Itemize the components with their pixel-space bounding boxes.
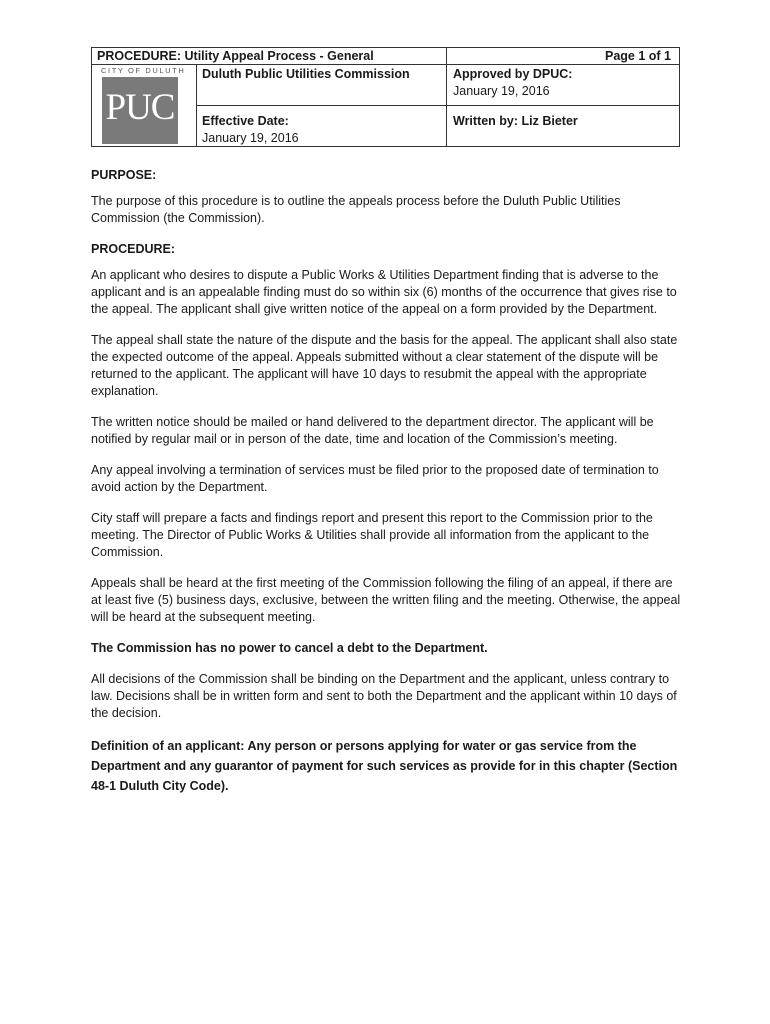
decisions-paragraph: All decisions of the Commission shall be binding on the Department and the applicant, unless contrary to law. Decisions shall be in written form and sent to both the Department and the applicant within 10 days of the decision.: [91, 672, 677, 720]
page-number: Page 1 of 1: [605, 49, 671, 63]
header-divider-info-row: [196, 105, 679, 106]
approved-date: January 19, 2016: [453, 84, 550, 98]
commission-name: Duluth Public Utilities Commission: [202, 67, 410, 81]
procedure-paragraph: An applicant who desires to dispute a Public Works & Utilities Department finding that is adverse to the applicant and is an appealable finding must do so within six (6) months of the occurrence that gives rise to the appeal. The applicant shall give written notice of the appeal on a form provided by the Department.: [91, 268, 677, 316]
logo-city-text: CITY OF DULUTH: [101, 66, 186, 75]
applicant-definition: Definition of an applicant: Any person or persons applying for water or gas service from the Department and any guarantor of payment for such services as provide for in this chapter (Section 48-1 Duluth City Code).: [91, 739, 678, 793]
purpose-heading: PURPOSE:: [91, 168, 157, 182]
procedure-paragraph: Appeals shall be heard at the first meeting of the Commission following the filing of an appeal, if there are at least five (5) business days, exclusive, between the written filing and the meeting. Otherwise, the appeal will be heard at the subsequent meeting.: [91, 576, 681, 624]
procedure-header-table: [91, 47, 680, 147]
document-body: [91, 167, 681, 796]
logo-box: [102, 77, 178, 144]
procedure-paragraph: Any appeal involving a termination of services must be filed prior to the proposed date of termination to avoid action by the Department.: [91, 463, 659, 494]
procedure-title: PROCEDURE: Utility Appeal Process - General: [97, 49, 374, 63]
approved-label: Approved by DPUC:: [453, 67, 573, 81]
written-by: Written by: Liz Bieter: [453, 114, 578, 128]
procedure-paragraph: City staff will prepare a facts and findings report and present this report to the Commission prior to the meeting. The Director of Public Works & Utilities shall provide all information from the applicant to the Commission.: [91, 511, 653, 559]
effective-date-label: Effective Date:: [202, 114, 289, 128]
logo-wordmark: PUC: [105, 87, 175, 128]
effective-date: January 19, 2016: [202, 131, 299, 145]
purpose-text: The purpose of this procedure is to outline the appeals process before the Duluth Public Utilities Commission (the Commission).: [91, 194, 621, 225]
procedure-paragraph: The appeal shall state the nature of the dispute and the basis for the appeal. The applicant shall also state the expected outcome of the appeal. Appeals submitted without a clear statement of the dispute will be returned to the applicant. The applicant will have 10 days to resubmit the appeal with the appropriate explanation.: [91, 333, 678, 398]
header-divider-middle: [446, 48, 447, 146]
procedure-paragraph: The written notice should be mailed or hand delivered to the department director. The applicant will be notified by regular mail or in person of the date, time and location of the Commission’s meeting.: [91, 415, 654, 446]
puc-logo: [101, 66, 186, 146]
procedure-heading: PROCEDURE:: [91, 242, 176, 256]
debt-statement: The Commission has no power to cancel a debt to the Department.: [91, 641, 488, 655]
